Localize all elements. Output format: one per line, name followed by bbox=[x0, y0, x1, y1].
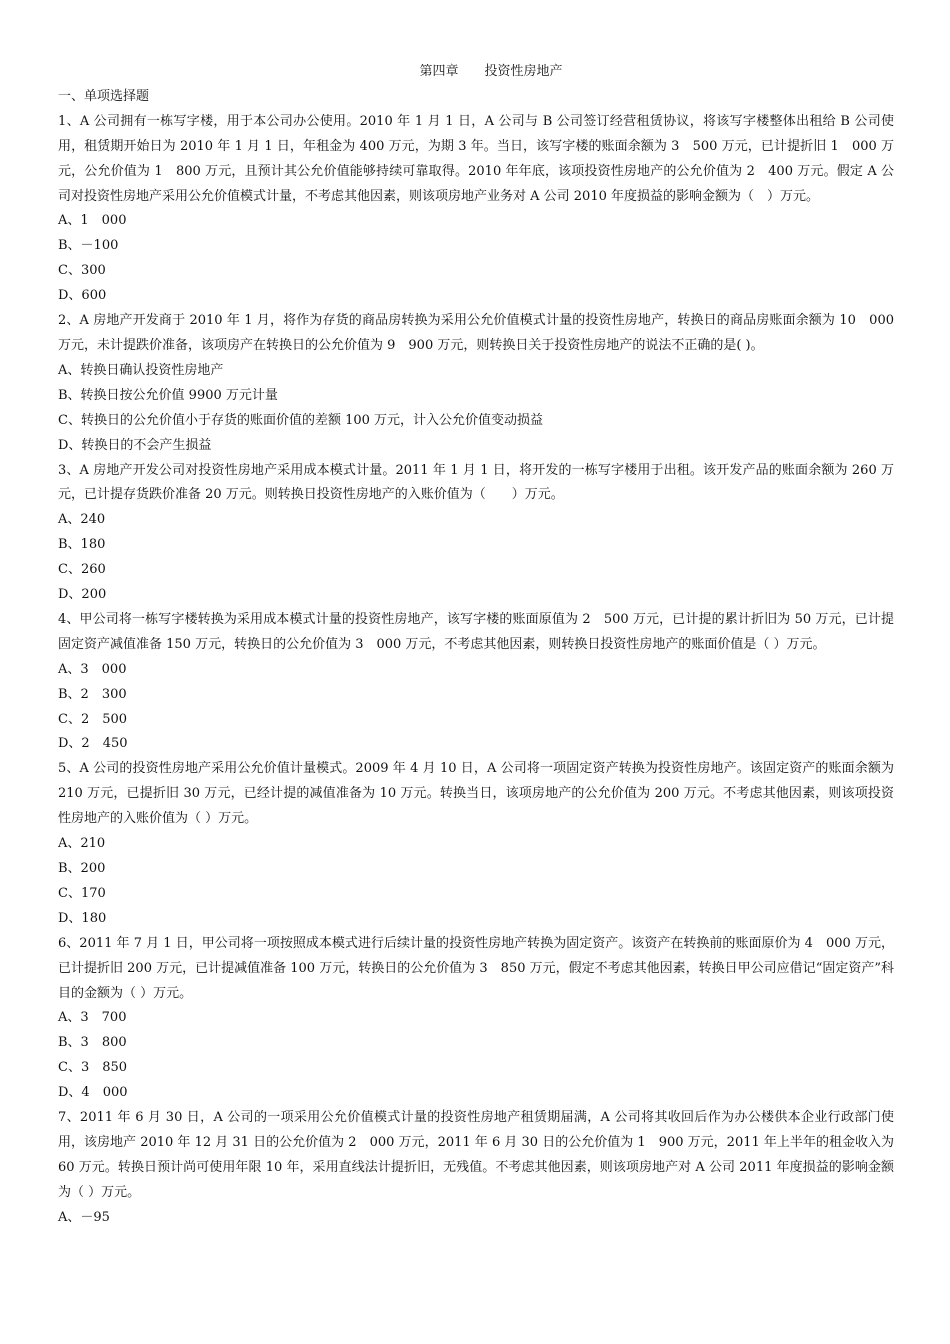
question-stem: 1、A 公司拥有一栋写字楼，用于本公司办公使用。2010 年 1 月 1 日，A 公司与 B 公司签订经营租赁协议，将该写字楼整体出租给 B 公司使用，租赁期开始日为 2010 年 1 月 1 日，年租金为 400 万元，为期 3 年。当日，该写字楼的账面余额为 3 500 万元，已计提折旧 1 000 万元，公允价值为 1 800 万元，且预计其公允价值能够持续可靠取得。2010 年年底，该项投资性房地产的公允价值为 2 400 万元。假定 A 公司对投资性房地产采用公允价值模式计量，不考虑其他因素，则该项房地产业务对 A 公司 2010 年度损益的影响金额为（ ）万元。 bbox=[58, 113, 894, 204]
option-a: A、3 700 bbox=[58, 1010, 127, 1026]
option-b: B、2 300 bbox=[58, 686, 127, 702]
question-stem: 2、A 房地产开发商于 2010 年 1 月，将作为存货的商品房转换为采用公允价值模式计量的投资性房地产，转换日的商品房账面余额为 10 000 万元，未计提跌价准备，该项房产在转换日的公允价值为 9 900 万元，则转换日关于投资性房地产的说法不正确的是( )。 bbox=[58, 313, 894, 353]
option-c: C、3 850 bbox=[58, 1060, 128, 1076]
option-a: A、3 000 bbox=[58, 661, 127, 677]
option-a: A、1 000 bbox=[58, 213, 127, 229]
question-stem: 6、2011 年 7 月 1 日，甲公司将一项按照成本模式进行后续计量的投资性房地产转换为固定资产。该资产在转换前的账面原价为 4 000 万元，已计提折旧 200 万元，已计提减值准备 100 万元，转换日的公允价值为 3 850 万元，假定不考虑其他因素，转换日甲公司应借记“固定资产”科目的金额为（ ）万元。 bbox=[58, 935, 894, 1001]
chapter-title: 第四章 投资性房地产 bbox=[419, 64, 563, 79]
question-6 bbox=[58, 932, 894, 1106]
question-stem: 5、A 公司的投资性房地产采用公允价值计量模式。2009 年 4 月 10 日，A 公司将一项固定资产转换为投资性房地产。该固定资产的账面余额为 210 万元，已提折旧 30 万元，已经计提的减值准备为 10 万元。转换当日，该项房地产的公允价值为 200 万元。不考虑其他因素，则该项投资性房地产的入账价值为（ ）万元。 bbox=[58, 761, 894, 827]
option-a: A、－95 bbox=[58, 1209, 110, 1225]
option-d: D、转换日的不会产生损益 bbox=[58, 437, 212, 453]
option-a: A、240 bbox=[58, 512, 106, 528]
option-b: B、180 bbox=[58, 537, 106, 553]
option-c: C、2 500 bbox=[58, 711, 128, 727]
question-2 bbox=[58, 309, 894, 458]
question-4 bbox=[58, 608, 894, 757]
option-c: C、260 bbox=[58, 562, 106, 578]
question-1 bbox=[58, 110, 894, 309]
option-b: B、200 bbox=[58, 861, 106, 876]
option-b: B、－100 bbox=[58, 238, 119, 254]
document-page bbox=[58, 60, 894, 1231]
option-b: B、转换日按公允价值 9900 万元计量 bbox=[58, 387, 278, 403]
option-d: D、600 bbox=[58, 288, 107, 304]
question-3 bbox=[58, 459, 894, 608]
question-stem: 7、2011 年 6 月 30 日，A 公司的一项采用公允价值模式计量的投资性房地产租赁期届满，A 公司将其收回后作为办公楼供本企业行政部门使用，该房地产 2010 年 12 月 31 日的公允价值为 2 000 万元，2011 年 6 月 30 日的公允价值为 1 900 万元，2011 年上半年的租金收入为 60 万元。转换日预计尚可使用年限 10 年，采用直线法计提折旧，无残值。不考虑其他因素，则该项房地产对 A 公司 2011 年度损益的影响金额为（ ）万元。 bbox=[58, 1110, 894, 1200]
question-5 bbox=[58, 757, 894, 931]
question-stem: 4、甲公司将一栋写字楼转换为采用成本模式计量的投资性房地产，该写字楼的账面原值为 2 500 万元，已计提的累计折旧为 50 万元，已计提固定资产减值准备 150 万元，转换日的公允价值为 3 000 万元，不考虑其他因素，则转换日投资性房地产的账面价值是（ ）万元。 bbox=[58, 611, 894, 652]
option-c: C、300 bbox=[58, 263, 106, 279]
option-c: C、转换日的公允价值小于存货的账面价值的差额 100 万元，计入公允价值变动损益 bbox=[58, 412, 544, 428]
option-a: A、210 bbox=[58, 836, 106, 852]
option-d: D、180 bbox=[58, 910, 107, 926]
option-b: B、3 800 bbox=[58, 1035, 127, 1051]
question-7 bbox=[58, 1106, 894, 1231]
option-d: D、2 450 bbox=[58, 736, 128, 752]
option-c: C、170 bbox=[58, 885, 106, 901]
section-heading: 一、单项选择题 bbox=[58, 88, 150, 104]
option-d: D、200 bbox=[58, 587, 107, 603]
option-a: A、转换日确认投资性房地产 bbox=[58, 362, 224, 378]
option-d: D、4 000 bbox=[58, 1085, 128, 1101]
question-stem: 3、A 房地产开发公司对投资性房地产采用成本模式计量。2011 年 1 月 1 日，将开发的一栋写字楼用于出租。该开发产品的账面余额为 260 万元，已计提存货跌价准备 20 万元。则转换日投资性房地产的入账价值为（ ）万元。 bbox=[58, 462, 894, 503]
